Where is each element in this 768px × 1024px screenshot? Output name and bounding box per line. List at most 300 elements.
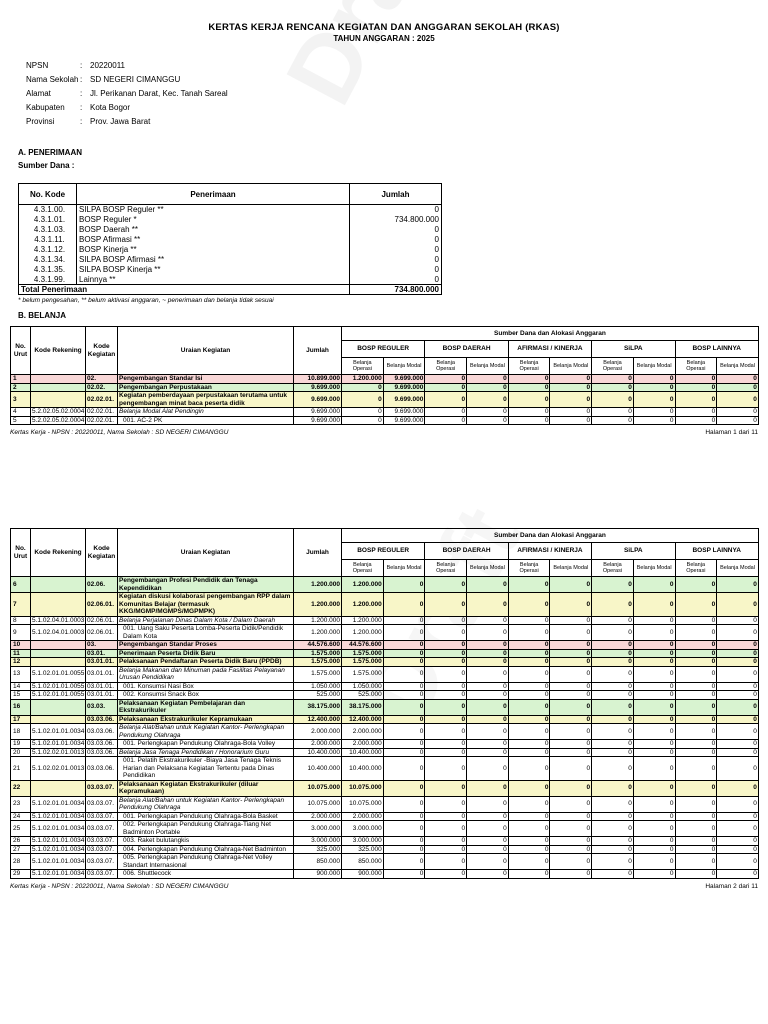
row-alokasi: 0 [717,821,759,837]
row-alokasi: 0 [425,383,467,392]
row-kode-rekening [31,375,86,384]
header-belanja-modal: Belanja Modal [383,560,425,577]
row-alokasi: 2.000.000 [342,740,384,749]
row-no: 29 [11,870,31,879]
row-alokasi: 0 [675,740,717,749]
row-alokasi: 0 [675,845,717,854]
row-kode-kegiatan: 02.06. [86,577,118,593]
row-uraian: Belanja Alat/Bahan untuk Kegiatan Kantor- Perlengkapan Pendukung Olahraga [118,796,294,812]
row-no: 20 [11,748,31,757]
total-penerimaan-value: 734.800.000 [350,285,442,295]
row-alokasi: 0 [675,658,717,667]
belanja-row [11,658,759,667]
row-alokasi: 0 [425,854,467,870]
row-alokasi: 0 [425,837,467,846]
row-alokasi: 38.175.000 [342,699,384,715]
row-no: 14 [11,682,31,691]
row-alokasi: 0 [633,625,675,641]
header-kode-kegiatan: Kode Kegiatan [86,529,118,577]
row-alokasi: 0 [717,757,759,781]
info-value: 20220011 [90,60,125,70]
penerimaan-row [19,245,442,255]
penerimaan-nama: BOSP Afirmasi ** [77,235,350,245]
row-alokasi: 0 [550,616,592,625]
penerimaan-jumlah: 0 [350,265,442,275]
row-alokasi: 1.200.000 [342,625,384,641]
row-alokasi: 0 [467,625,509,641]
row-alokasi: 0 [425,796,467,812]
row-alokasi: 0 [383,699,425,715]
row-alokasi: 1.200.000 [342,375,384,384]
row-kode-rekening: 5.1.02.04.01.0003 [31,625,86,641]
row-alokasi: 0 [467,616,509,625]
row-alokasi: 0 [467,854,509,870]
penerimaan-row [19,235,442,245]
row-alokasi: 0 [675,780,717,796]
belanja-row [11,748,759,757]
page1-footer [10,429,758,436]
row-alokasi: 0 [550,577,592,593]
row-alokasi: 0 [383,821,425,837]
row-alokasi: 0 [342,408,384,417]
row-alokasi: 0 [383,812,425,821]
belanja-row [11,577,759,593]
row-alokasi: 0 [425,715,467,724]
row-no: 18 [11,724,31,740]
row-alokasi: 525.000 [342,691,384,700]
row-alokasi: 0 [592,757,634,781]
row-jumlah: 1.575.000 [294,649,342,658]
header-group: BOSP REGULER [342,543,425,560]
row-alokasi: 0 [425,845,467,854]
penerimaan-jumlah: 734.800.000 [350,215,442,225]
row-alokasi: 0 [717,724,759,740]
footer-school: Kertas Kerja - NPSN : 20220011, Nama Sekolah : SD NEGERI CIMANGGU [10,882,229,890]
row-alokasi: 0 [717,748,759,757]
row-no: 9 [11,625,31,641]
row-alokasi: 0 [467,796,509,812]
row-kode-rekening [31,715,86,724]
info-label: Kabupaten [26,102,65,112]
row-alokasi: 0 [508,837,550,846]
belanja-row [11,625,759,641]
row-alokasi: 0 [717,577,759,593]
header-belanja-modal: Belanja Modal [550,560,592,577]
row-alokasi: 0 [508,383,550,392]
row-alokasi: 0 [675,757,717,781]
row-kode-kegiatan: 03.03.07. [86,821,118,837]
total-penerimaan-label: Total Penerimaan [19,285,350,295]
row-alokasi: 0 [592,625,634,641]
row-alokasi: 0 [633,724,675,740]
row-alokasi: 0 [550,699,592,715]
row-alokasi: 0 [383,691,425,700]
row-uraian: 002. Konsumsi Snack Box [118,691,294,700]
page-1 [10,22,758,436]
row-uraian: 006. Shuttlecock [118,870,294,879]
row-alokasi: 0 [675,383,717,392]
row-alokasi: 0 [550,641,592,650]
section-b-heading: B. BELANJA [18,311,67,320]
info-colon: : [80,88,83,98]
belanja-row [11,593,759,617]
row-jumlah: 1.200.000 [294,577,342,593]
row-alokasi: 0 [467,641,509,650]
header-no-urut: No. Urut [11,529,31,577]
header-group: BOSP REGULER [342,341,425,358]
row-alokasi: 0 [467,691,509,700]
info-row [26,114,758,128]
penerimaan-nama: BOSP Reguler * [77,215,350,225]
row-alokasi: 0 [425,691,467,700]
penerimaan-row [19,225,442,235]
row-alokasi: 0 [633,616,675,625]
row-alokasi: 0 [592,854,634,870]
info-row [26,100,758,114]
header-belanja-modal: Belanja Modal [467,560,509,577]
row-alokasi: 0 [592,666,634,682]
row-alokasi: 0 [717,625,759,641]
row-no: 11 [11,649,31,658]
row-alokasi: 1.575.000 [342,658,384,667]
row-alokasi: 0 [383,748,425,757]
row-uraian: Pengembangan Standar Isi [118,375,294,384]
header-penerimaan: Penerimaan [77,184,350,205]
row-kode-kegiatan: 03.01.01. [86,658,118,667]
row-uraian: 001. Perlengkapan Pendukung Olahraga-Bola Volley [118,740,294,749]
row-alokasi: 0 [425,658,467,667]
row-kode-rekening: 5.1.02.01.01.0055 [32,691,85,698]
row-kode-kegiatan: 02.02.01. [86,392,118,408]
row-alokasi: 0 [383,682,425,691]
row-alokasi: 0 [550,757,592,781]
row-kode-kegiatan: 03.03. [86,699,118,715]
row-no: 19 [11,740,31,749]
row-alokasi: 0 [633,641,675,650]
row-alokasi: 850.000 [342,854,384,870]
row-alokasi: 0 [467,724,509,740]
row-alokasi: 0 [675,870,717,879]
row-alokasi: 0 [425,780,467,796]
belanja-row [11,854,759,870]
row-alokasi: 0 [467,812,509,821]
row-no: 17 [11,715,31,724]
row-alokasi: 0 [550,724,592,740]
row-alokasi: 0 [508,616,550,625]
row-kode-rekening [31,577,86,593]
row-alokasi: 0 [508,780,550,796]
row-alokasi: 0 [675,854,717,870]
info-label: Alamat [26,88,51,98]
info-label: NPSN [26,60,49,70]
row-kode-kegiatan: 02.02.01. [86,408,118,417]
row-kode-rekening: 5.2.02.05.02.0004 [32,408,85,415]
row-kode-rekening: 5.2.02.05.02.0004 [32,416,85,424]
row-jumlah: 10.075.000 [294,780,342,796]
belanja-row [11,837,759,846]
row-alokasi: 0 [550,375,592,384]
row-alokasi: 0 [675,666,717,682]
document-subtitle: TAHUN ANGGARAN : 2025 [333,34,435,43]
row-no: 2 [11,383,31,392]
row-kode-rekening [31,658,86,667]
row-uraian: Pelaksanaan Kegiatan Ekstrakurikuler (diluar Kepramukaan) [118,780,294,796]
header-belanja-modal: Belanja Modal [383,358,425,375]
row-no: 8 [11,616,31,625]
row-kode-rekening: 5.1.02.01.01.0055 [31,666,86,682]
row-alokasi: 0 [717,416,759,425]
row-alokasi: 1.200.000 [342,616,384,625]
row-kode-rekening: 5.1.02.02.01.0013 [32,748,85,756]
row-alokasi: 0 [717,392,759,408]
row-alokasi: 0 [425,577,467,593]
row-alokasi: 0 [675,649,717,658]
row-jumlah: 44.576.600 [294,641,342,650]
header-kode-rekening: Kode Rekening [31,529,86,577]
row-alokasi: 1.050.000 [342,682,384,691]
row-alokasi: 0 [717,780,759,796]
row-alokasi: 0 [633,699,675,715]
row-alokasi: 0 [717,740,759,749]
row-alokasi: 0 [675,593,717,617]
row-alokasi: 0 [383,625,425,641]
row-kode-rekening: 5.1.02.01.01.0034 [32,837,85,844]
belanja-row [11,780,759,796]
row-alokasi: 0 [633,682,675,691]
row-alokasi: 3.000.000 [342,821,384,837]
header-belanja-operasi: Belanja Operasi [592,560,634,577]
row-alokasi: 1.200.000 [342,577,384,593]
row-alokasi: 0 [592,577,634,593]
row-alokasi: 0 [383,666,425,682]
row-jumlah: 3.000.000 [294,837,342,846]
row-jumlah: 2.000.000 [294,724,342,740]
row-alokasi: 0 [633,383,675,392]
header-belanja-operasi: Belanja Operasi [508,560,550,577]
row-alokasi: 0 [425,724,467,740]
row-jumlah: 525.000 [294,691,342,700]
row-alokasi: 0 [425,699,467,715]
footer-school: Kertas Kerja - NPSN : 20220011, Nama Sekolah : SD NEGERI CIMANGGU [10,429,229,436]
row-kode-rekening [31,649,86,658]
row-alokasi: 0 [675,691,717,700]
row-alokasi: 0 [633,854,675,870]
info-colon: : [80,74,83,84]
row-alokasi: 0 [633,577,675,593]
row-alokasi: 0 [717,845,759,854]
row-alokasi: 0 [383,780,425,796]
header-belanja-operasi: Belanja Operasi [508,358,550,375]
belanja-row [11,691,759,700]
header-belanja-operasi: Belanja Operasi [675,358,717,375]
row-alokasi: 0 [425,821,467,837]
info-value: Jl. Perikanan Darat, Kec. Tanah Sareal [90,88,228,98]
penerimaan-kode: 4.3.1.12. [19,245,77,255]
row-alokasi: 0 [467,845,509,854]
row-alokasi: 0 [592,724,634,740]
row-uraian: Belanja Alat/Bahan untuk Kegiatan Kantor- Perlengkapan Pendukung Olahraga [118,724,294,740]
row-uraian: Pengembangan Perpustakaan [118,383,294,392]
belanja-row [11,682,759,691]
info-row [26,72,758,86]
row-jumlah: 9.699.000 [294,408,342,417]
row-alokasi: 0 [550,748,592,757]
row-uraian: Pengembangan Standar Proses [118,641,294,650]
header-sumber-dana: Sumber Dana dan Alokasi Anggaran [342,327,759,341]
penerimaan-kode: 4.3.1.99. [19,275,77,285]
row-no: 28 [11,854,31,870]
header-uraian: Uraian Kegiatan [118,327,294,375]
row-alokasi: 0 [675,682,717,691]
belanja-row [11,757,759,781]
row-kode-kegiatan: 03.03.07. [86,837,118,846]
penerimaan-nama: Lainnya ** [77,275,350,285]
row-alokasi: 0 [467,699,509,715]
row-uraian: Belanja Modal Alat Pendingin [118,408,294,417]
row-alokasi: 0 [633,666,675,682]
row-alokasi: 0 [342,416,384,425]
row-alokasi: 0 [508,577,550,593]
row-alokasi: 0 [592,812,634,821]
row-alokasi: 0 [717,854,759,870]
row-alokasi: 0 [508,682,550,691]
row-uraian: 003. Raket bulutangkis [118,837,294,846]
header-belanja-modal: Belanja Modal [550,358,592,375]
row-no: 22 [11,780,31,796]
row-alokasi: 0 [550,408,592,417]
row-alokasi: 2.000.000 [342,724,384,740]
penerimaan-jumlah: 0 [350,205,442,215]
row-alokasi: 0 [425,812,467,821]
row-alokasi: 0 [550,870,592,879]
row-alokasi: 0 [717,375,759,384]
header-no-urut: No. Urut [11,327,31,375]
row-uraian: 001. Konsumsi Nasi Box [118,682,294,691]
row-alokasi: 0 [383,616,425,625]
row-jumlah: 9.699.000 [294,392,342,408]
row-kode-kegiatan: 02. [86,375,118,384]
header-group: SiLPA [592,341,675,358]
penerimaan-nama: SILPA BOSP Kinerja ** [77,265,350,275]
header-group: BOSP DAERAH [425,543,508,560]
row-kode-kegiatan: 03.03.06. [86,757,118,781]
row-kode-rekening: 5.1.02.01.01.0034 [32,845,85,853]
penerimaan-kode: 4.3.1.34. [19,255,77,265]
row-alokasi: 0 [508,649,550,658]
row-alokasi: 0 [675,408,717,417]
row-uraian: Kegiatan diskusi kolaborasi pengembangan RPP dalam Komunitas Belajar (termasuk KKG/MGMP/MGMPS/MGPMPK) [118,593,294,617]
row-uraian: Pelaksanaan Ekstrakurikuler Kepramukaan [118,715,294,724]
row-alokasi: 0 [467,682,509,691]
row-no: 24 [11,812,31,821]
row-alokasi: 0 [425,593,467,617]
row-alokasi: 0 [467,408,509,417]
row-kode-kegiatan: 03.03.07. [86,870,118,879]
row-alokasi: 0 [717,383,759,392]
belanja-row [11,375,759,384]
row-alokasi: 10.400.000 [342,757,384,781]
row-jumlah: 10.400.000 [294,757,342,781]
penerimaan-nama: BOSP Daerah ** [77,225,350,235]
info-value: Prov. Jawa Barat [90,116,151,126]
row-alokasi: 0 [633,796,675,812]
penerimaan-row [19,215,442,225]
row-alokasi: 0 [633,715,675,724]
row-alokasi: 0 [717,699,759,715]
row-alokasi: 0 [633,845,675,854]
row-alokasi: 0 [467,740,509,749]
row-alokasi: 0 [425,416,467,425]
row-alokasi: 0 [508,796,550,812]
row-jumlah: 9.699.000 [294,383,342,392]
row-alokasi: 0 [633,757,675,781]
row-kode-kegiatan: 03.03.07. [86,812,118,821]
row-alokasi: 0 [675,715,717,724]
row-alokasi: 0 [550,796,592,812]
row-uraian: Penerimaan Peserta Didik Baru [118,649,294,658]
row-kode-kegiatan: 03.01.01. [86,691,118,700]
row-alokasi: 0 [383,658,425,667]
header-group: SiLPA [592,543,675,560]
row-alokasi: 0 [467,649,509,658]
row-kode-kegiatan: 03.03.06. [86,724,118,740]
row-alokasi: 0 [383,837,425,846]
info-colon: : [80,102,83,112]
row-alokasi: 0 [550,812,592,821]
row-kode-rekening: 5.1.02.01.01.0034 [31,796,86,812]
row-alokasi: 0 [383,724,425,740]
row-alokasi: 0 [550,854,592,870]
row-kode-rekening: 5.1.02.01.01.0034 [32,812,85,820]
row-alokasi: 0 [508,593,550,617]
row-no: 6 [11,577,31,593]
belanja-row [11,392,759,408]
penerimaan-table [18,183,442,295]
row-alokasi: 0 [508,658,550,667]
penerimaan-row [19,255,442,265]
row-alokasi: 0 [717,593,759,617]
penerimaan-row [19,265,442,275]
row-alokasi: 0 [467,715,509,724]
row-no: 12 [11,658,31,667]
row-alokasi: 2.000.000 [342,812,384,821]
row-alokasi: 0 [675,724,717,740]
header-sumber-dana: Sumber Dana dan Alokasi Anggaran [342,529,759,543]
row-kode-kegiatan: 03.03.06. [86,748,118,757]
row-alokasi: 0 [425,641,467,650]
row-alokasi: 0 [550,691,592,700]
row-alokasi: 0 [633,812,675,821]
row-alokasi: 0 [592,845,634,854]
header-belanja-modal: Belanja Modal [467,358,509,375]
footer-page-number: Halaman 2 dari 11 [705,882,758,890]
row-kode-kegiatan: 03.03.07. [86,845,118,854]
row-uraian: 004. Perlengkapan Pendukung Olahraga-Net Badminton [118,845,294,854]
row-alokasi: 0 [425,870,467,879]
row-uraian: Belanja Makanan dan Minuman pada Fasilitas Pelayanan Urusan Pendidikan [118,666,294,682]
row-alokasi: 0 [592,837,634,846]
row-kode-rekening [31,641,86,650]
penerimaan-kode: 4.3.1.11. [19,235,77,245]
row-kode-kegiatan: 03.01.01. [86,666,118,682]
row-jumlah: 1.575.000 [294,666,342,682]
row-uraian: Belanja Jasa Tenaga Pendidikan / Honorarium Guru [118,748,294,757]
row-alokasi: 0 [467,375,509,384]
row-alokasi: 0 [717,691,759,700]
row-no: 16 [11,699,31,715]
penerimaan-jumlah: 0 [350,245,442,255]
row-kode-rekening [31,383,86,392]
